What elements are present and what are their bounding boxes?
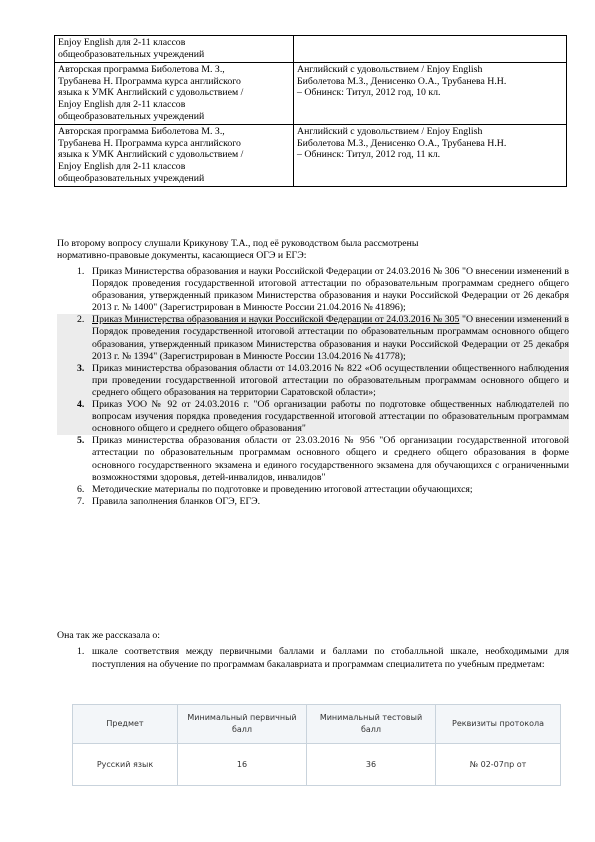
table-cell: 16 <box>178 744 307 786</box>
intro-paragraph <box>57 238 567 262</box>
cell-line: Трубанева Н. Программа курса английского <box>58 75 241 87</box>
scale-text: шкале соответствия между первичными баллами и баллами по стобалльной шкале, необходимыми для поступления на обучение по программам бакалавриата и программам специалитета по учебным предметам: <box>92 646 569 670</box>
cell-line: Авторская программа Биболетова М. З., <box>58 64 225 76</box>
list-number: 1. <box>77 646 85 657</box>
section-heading: Она так же рассказала о: <box>57 630 161 641</box>
table-header-row <box>73 705 561 744</box>
list-item <box>57 266 569 314</box>
list-number: 6. <box>77 483 85 495</box>
list-item <box>57 399 569 435</box>
order-title: Приказ Министерства образования и науки Российской Федерации от 24.03.2016 № 306 <box>92 266 460 277</box>
cell-line: Биболетова М.З., Денисенко О.А., Трубанева Н.Н. <box>297 137 507 149</box>
scores-table <box>72 704 561 786</box>
order-text: "О внесении изменений в Порядок проведения государственной итоговой аттестации по образовательным программам основного общего образования, утвержденный приказом Министерства образования и науки Российской Федерации от 25 декабря 2013 г. № 1394" (Зарегистрирован в Минюсте России 13.04.2016 № 41778); <box>92 314 569 362</box>
list-item <box>57 363 569 399</box>
cell-line: языка к УМК Английский с удовольствием / <box>58 87 244 99</box>
order-text: "О внесении изменений в Порядок проведения государственной итоговой аттестации по образовательным программам среднего общего образования, утвержденный приказом Министерства образования и науки Российской Федерации от 26 декабря 2013 г. № 1400" (Зарегистрирован в Минюсте России 21.04.2016 № 41896); <box>92 266 569 314</box>
cell-line: общеобразовательных учреждений <box>58 172 205 184</box>
table-row <box>55 36 567 63</box>
scales-list <box>57 646 569 671</box>
order-title: Приказ УОО № 92 от 24.03.2016 г. <box>92 399 249 411</box>
table-row <box>55 125 567 187</box>
order-text: "Об организации государственной итоговой аттестации по образовательным программам основного общего и среднего общего образования в форме основного государственного экзамена и единого государственного экзамена для обучающихся с ограниченными возможностями здоровья, детей-инвалидов, инвалидов" <box>92 435 569 483</box>
list-number: 7. <box>77 495 85 507</box>
table-cell: Русский язык <box>73 744 178 786</box>
textbook-cell <box>294 63 567 125</box>
cell-line: Enjoy English для 2-11 классов <box>58 37 186 48</box>
column-header-protocol: Реквизиты протокола <box>436 705 561 744</box>
textbook-cell <box>294 36 567 63</box>
cell-line: Авторская программа Биболетова М. З., <box>58 126 225 138</box>
cell-line: Английский с удовольствием / Enjoy English <box>297 126 483 138</box>
list-number: 1. <box>77 266 85 277</box>
column-header-min-test: Минимальный тестовый балл <box>307 705 436 744</box>
table-row <box>73 744 561 786</box>
table-row <box>55 63 567 125</box>
cell-line: языка к УМК Английский с удовольствием / <box>58 149 244 161</box>
textbook-cell <box>294 125 567 187</box>
order-text: Правила заполнения бланков ОГЭ, ЕГЭ. <box>92 495 261 507</box>
cell-line: – Обнинск: Титул, 2012 год, 11 кл. <box>297 149 441 161</box>
table-cell: № 02-07пр от <box>436 744 561 786</box>
cell-line: Enjoy English для 2-11 классов <box>58 160 186 172</box>
order-title: Приказ министерства образования области от 14.03.2016 № 822 <box>92 362 362 374</box>
list-item <box>57 646 569 671</box>
order-link[interactable]: Приказ Министерства образования и науки Российской Федерации от 24.03.2016 № 305 <box>92 314 460 326</box>
column-header-subject: Предмет <box>73 705 178 744</box>
list-item <box>57 496 569 508</box>
order-text: "Об организации работы по подготовке общественных наблюдателей по вопросам изучения порядка проведения государственной итоговой аттестации по образовательным программам основного общего и среднего общего образования" <box>92 399 570 435</box>
order-text: Методические материалы по подготовке и проведению итоговой аттестации обучающихся; <box>92 483 473 495</box>
table-cell: 36 <box>307 744 436 786</box>
list-item <box>57 484 569 496</box>
list-item <box>57 314 569 362</box>
intro-line: По второму вопросу слушали Крикунову Т.А., под её руководством была рассмотрены <box>57 238 419 249</box>
order-text: «Об осуществлении общественного наблюдения при проведении государственной итоговой аттестации по образовательным программам основного общего и среднего общего образования на территории Саратовской области»; <box>92 362 569 398</box>
cell-line: – Обнинск: Титул, 2012 год, 10 кл. <box>297 87 441 99</box>
list-number: 3. <box>77 362 85 374</box>
column-header-min-primary: Минимальный первичный балл <box>178 705 307 744</box>
cell-line: Английский с удовольствием / Enjoy English <box>297 64 483 76</box>
list-item <box>57 435 569 483</box>
cell-line: общеобразовательных учреждений <box>58 110 205 122</box>
list-number: 5. <box>77 435 85 447</box>
cell-line: Биболетова М.З., Денисенко О.А., Трубанева Н.Н. <box>297 75 507 87</box>
program-cell <box>55 125 294 187</box>
intro-line: нормативно-правовые документы, касающиеся ОГЭ и ЕГЭ: <box>57 250 307 261</box>
order-title: Приказ министерства образования области от 23.03.2016 № 956 <box>92 435 375 447</box>
cell-line: Трубанева Н. Программа курса английского <box>58 137 241 149</box>
orders-list <box>57 266 569 508</box>
cell-line: Enjoy English для 2-11 классов <box>58 98 186 110</box>
list-number: 2. <box>77 314 85 326</box>
program-cell <box>55 36 294 63</box>
program-table <box>54 35 567 187</box>
program-cell <box>55 63 294 125</box>
cell-line: общеобразовательных учреждений <box>58 48 205 60</box>
list-number: 4. <box>77 399 85 411</box>
